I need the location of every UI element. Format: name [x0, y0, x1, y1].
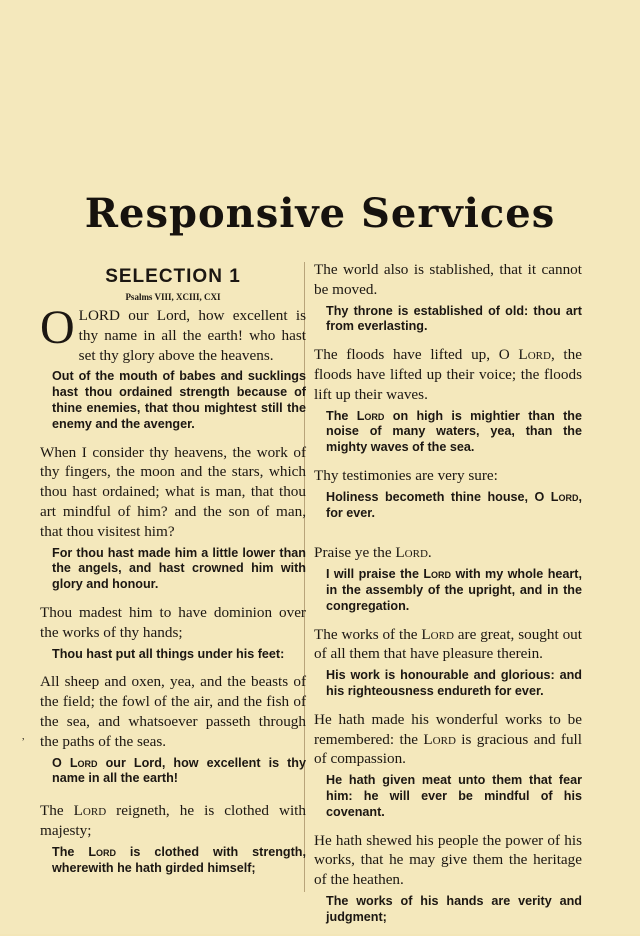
selection-reference: Psalms VIII, XCIII, CXI: [125, 292, 221, 302]
divine-name: Lord: [421, 625, 454, 643]
reading-verse: He hath made his wonderful works to be remembered: the Lord is gracious and full of compassion.: [314, 710, 582, 768]
response-verse: The Lord is clothed with strength, wherewith he hath girded himself;: [52, 844, 306, 875]
response-verse: His work is honourable and glorious: and his righteousness endureth for ever.: [326, 668, 582, 698]
reading-verse: The Lord reigneth, he is clothed with majesty;: [40, 802, 306, 839]
divine-name: Lord: [550, 489, 579, 504]
reading-verse: The world also is stablished, that it cannot be moved.: [314, 261, 582, 298]
response-verse: Out of the mouth of babes and sucklings hast thou ordained strength because of thine enemies, that thou mightest still the enemy and the avenger.: [52, 369, 306, 431]
reading-verse: Thy testimonies are very sure:: [314, 466, 498, 484]
divine-name: Lord: [69, 755, 98, 770]
divine-name: Lord: [88, 844, 117, 859]
response-verse: The works of his hands are verity and judgment;: [326, 893, 582, 924]
page-title: Responsive Services: [84, 190, 556, 237]
reading-verse: When I consider thy heavens, the work of thy fingers, the moon and the stars, which thou hast ordained; what is man, that thou art mindful of him? and the son of man, that thou visitest him?: [40, 443, 306, 540]
divine-name: Lord: [73, 802, 107, 820]
response-verse: He hath given meat unto them that fear him: he will ever be mindful of his covenant.: [326, 773, 582, 819]
reading-verse: All sheep and oxen, yea, and the beasts of the field; the fowl of the air, and the fish of the sea, and whatsoever passeth through the paths of the seas.: [40, 673, 306, 750]
reading-verse: The works of the Lord are great, sought out of all them that have pleasure therein.: [314, 625, 582, 663]
reading-verse: Praise ye the Lord.: [314, 544, 432, 562]
response-verse: Thy throne is established of old: thou art from everlasting.: [326, 303, 582, 334]
reading-verse: He hath shewed his people the power of his works, that he may give them the heritage of the heathen.: [314, 831, 582, 889]
response-verse: Holiness becometh thine house, O Lord, for ever.: [326, 489, 582, 520]
drop-cap: O: [40, 301, 75, 354]
response-verse: The Lord on high is mightier than the noise of many waters, yea, than the mighty waves of the sea.: [326, 408, 582, 455]
right-column: [314, 260, 582, 936]
selection-heading: SELECTION 1: [105, 266, 241, 287]
divine-name: Lord: [423, 567, 452, 582]
response-verse: I will praise the Lord with my whole heart, in the assembly of the upright, and in the congregation.: [326, 567, 582, 613]
response-verse: Thou hast put all things under his feet:: [52, 646, 285, 661]
reading-verse: [40, 301, 306, 365]
divine-name: Lord: [395, 544, 428, 562]
reading-verse: Thou madest him to have dominion over the works of thy hands;: [40, 603, 306, 641]
divine-name: Lord: [423, 730, 456, 748]
divine-name: Lord: [356, 408, 385, 423]
divine-name: LORD: [78, 307, 121, 324]
response-verse: O Lord our Lord, how excellent is thy name in all the earth!: [52, 755, 306, 786]
margin-mark: ,: [22, 731, 25, 742]
reading-verse: The floods have lifted up, O Lord, the floods have lifted up their voice; the floods lift up their waves.: [314, 346, 582, 403]
verse-text: our Lord, how excellent is thy name in all the earth! who hast set thy glory above the heavens.: [78, 307, 306, 364]
left-column: [40, 260, 306, 886]
response-verse: For thou hast made him a little lower than the angels, and hast crowned him with glory and honour.: [52, 545, 306, 592]
divine-name: Lord: [518, 346, 551, 364]
